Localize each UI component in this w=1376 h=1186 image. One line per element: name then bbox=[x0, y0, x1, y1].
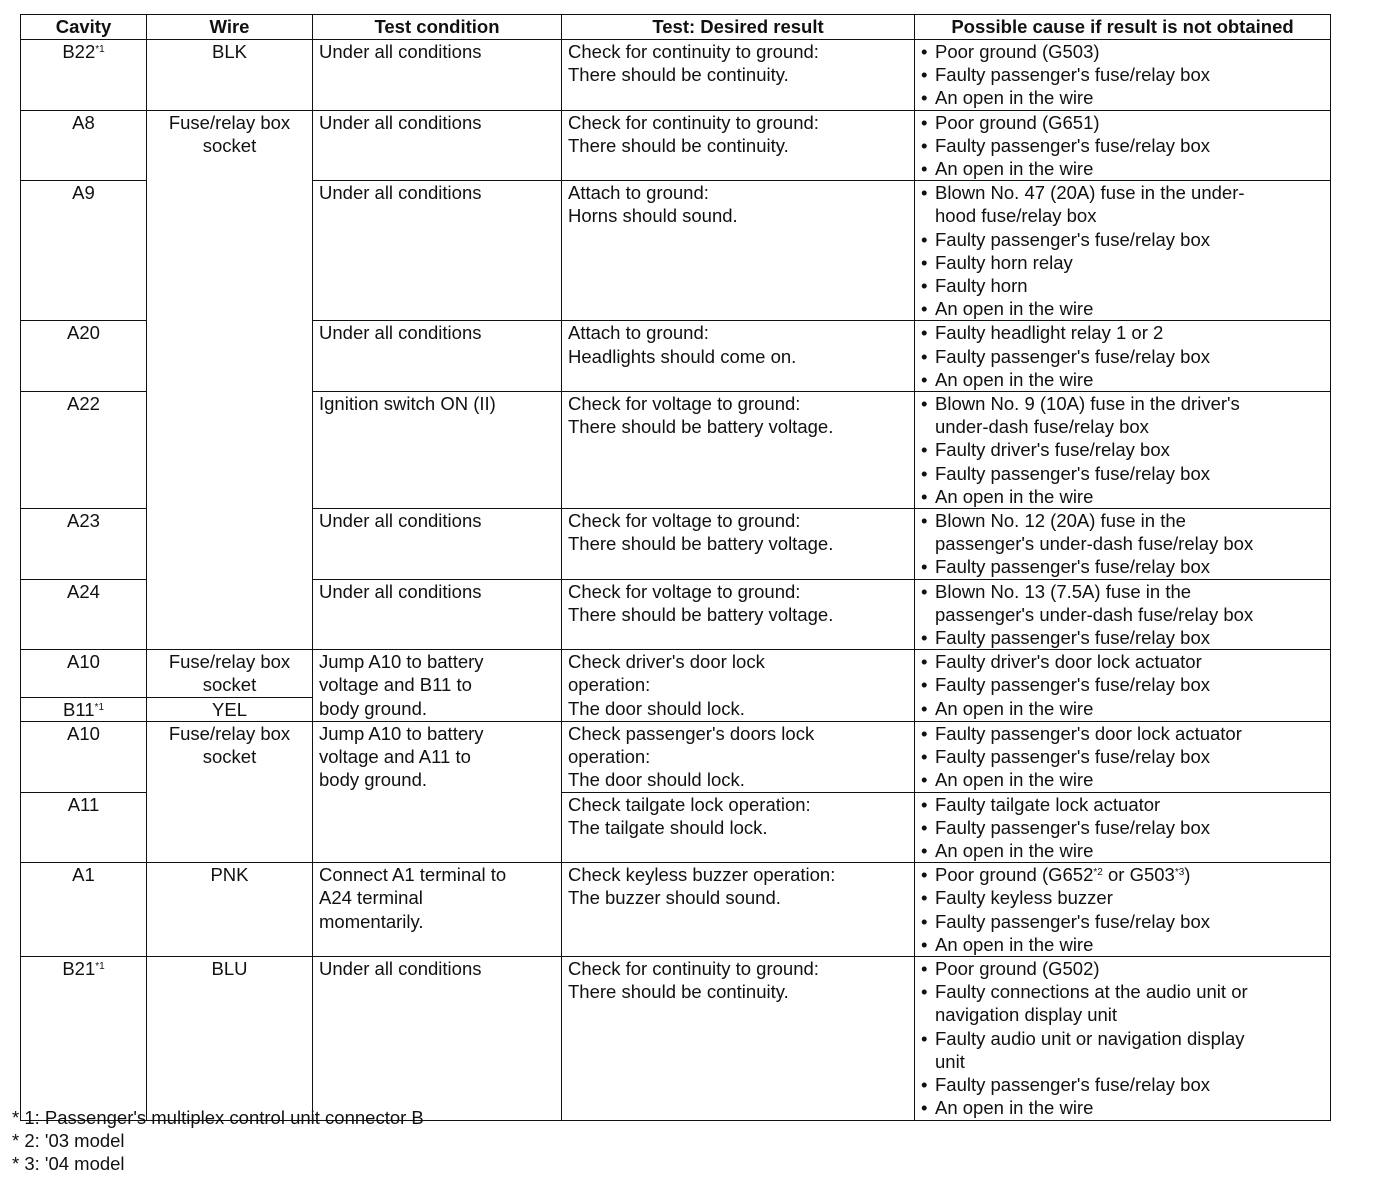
cavity-cell: A9 bbox=[21, 181, 147, 321]
cause-cell bbox=[915, 579, 1331, 650]
result-cell: Attach to ground: Headlights should come on. bbox=[562, 321, 915, 392]
result-cell: Check for continuity to ground: There should be continuity. bbox=[562, 40, 915, 111]
cavity-cell: B21$^{*1}$ bbox=[21, 956, 147, 1120]
wire-cell: Fuse/relay box socket bbox=[147, 650, 313, 697]
wire-cell: BLU bbox=[147, 956, 313, 1120]
cavity-cell: A24 bbox=[21, 579, 147, 650]
table-row bbox=[21, 956, 1331, 1120]
cause-item: • Faulty passenger's fuse/relay box bbox=[921, 462, 1324, 485]
result-cell: Check driver's door lock operation: The door should lock. bbox=[562, 650, 915, 722]
header-wire: Wire bbox=[147, 15, 313, 40]
cause-item: • Faulty passenger's fuse/relay box bbox=[921, 1073, 1324, 1096]
cause-item-continued: unit bbox=[935, 1050, 965, 1072]
result-cell: Check keyless buzzer operation: The buzzer should sound. bbox=[562, 863, 915, 957]
cause-item: • An open in the wire bbox=[921, 297, 1324, 320]
cause-item: • Faulty keyless buzzer bbox=[921, 886, 1324, 909]
cause-item: • Faulty passenger's fuse/relay box bbox=[921, 626, 1324, 649]
cause-item: • An open in the wire bbox=[921, 86, 1324, 109]
cavity-cell: A22 bbox=[21, 392, 147, 509]
cavity-cell: B22$^{*1}$ bbox=[21, 40, 147, 111]
cause-cell bbox=[915, 40, 1331, 111]
cause-item: • Faulty passenger's door lock actuator bbox=[921, 722, 1324, 745]
cause-item: • Faulty driver's fuse/relay box bbox=[921, 438, 1324, 461]
cause-item: • Faulty horn bbox=[921, 274, 1324, 297]
table-row bbox=[21, 721, 1331, 792]
cause-item: • An open in the wire bbox=[921, 933, 1324, 956]
cause-cell bbox=[915, 509, 1331, 580]
result-cell: Check passenger's doors lock operation: The door should lock. bbox=[562, 721, 915, 792]
condition-cell: Under all conditions bbox=[313, 110, 562, 181]
cause-item-continued: passenger's under-dash fuse/relay box bbox=[935, 533, 1254, 555]
cause-item: • Blown No. 47 (20A) fuse in the under- bbox=[921, 181, 1324, 204]
cause-item: • Faulty audio unit or navigation display bbox=[921, 1027, 1324, 1050]
table-row bbox=[21, 650, 1331, 697]
cause-item: • Faulty passenger's fuse/relay box bbox=[921, 745, 1324, 768]
cause-cell bbox=[915, 321, 1331, 392]
cause-cell bbox=[915, 792, 1331, 863]
cause-item: • Poor ground (G652$^{*2}$ or G503$^{*3}$) bbox=[921, 863, 1324, 886]
cause-item: • An open in the wire bbox=[921, 1096, 1324, 1119]
table-row bbox=[21, 863, 1331, 957]
cause-item: • Faulty driver's door lock actuator bbox=[921, 650, 1324, 673]
cause-item: • Faulty horn relay bbox=[921, 251, 1324, 274]
condition-cell: Under all conditions bbox=[313, 40, 562, 111]
condition-cell: Under all conditions bbox=[313, 321, 562, 392]
result-cell: Check for voltage to ground: There should be battery voltage. bbox=[562, 509, 915, 580]
continuity-test-table bbox=[20, 14, 1331, 1121]
cause-cell bbox=[915, 650, 1331, 722]
header-row bbox=[21, 15, 1331, 40]
result-cell: Check for continuity to ground: There should be continuity. bbox=[562, 956, 915, 1120]
cause-cell bbox=[915, 721, 1331, 792]
wire-cell: BLK bbox=[147, 40, 313, 111]
cause-cell bbox=[915, 392, 1331, 509]
cause-item: • Poor ground (G651) bbox=[921, 111, 1324, 134]
cause-item: • Faulty connections at the audio unit or bbox=[921, 980, 1324, 1003]
result-cell: Attach to ground: Horns should sound. bbox=[562, 181, 915, 321]
condition-cell: Jump A10 to battery voltage and A11 to body ground. bbox=[313, 721, 562, 862]
result-cell: Check for continuity to ground: There should be continuity. bbox=[562, 110, 915, 181]
cavity-cell: A23 bbox=[21, 509, 147, 580]
wire-cell: Fuse/relay box socket bbox=[147, 110, 313, 650]
table-row bbox=[21, 110, 1331, 181]
cause-item: • Faulty passenger's fuse/relay box bbox=[921, 345, 1324, 368]
cause-item: • An open in the wire bbox=[921, 839, 1324, 862]
condition-cell: Under all conditions bbox=[313, 509, 562, 580]
cause-item: • An open in the wire bbox=[921, 157, 1324, 180]
wire-cell: YEL bbox=[147, 697, 313, 721]
condition-cell: Jump A10 to battery voltage and B11 to body ground. bbox=[313, 650, 562, 722]
cause-item: • Faulty passenger's fuse/relay box bbox=[921, 910, 1324, 933]
cause-item: • Poor ground (G502) bbox=[921, 957, 1324, 980]
cause-item: • An open in the wire bbox=[921, 485, 1324, 508]
cause-item: • Blown No. 9 (10A) fuse in the driver's bbox=[921, 392, 1324, 415]
cause-item: • Poor ground (G503) bbox=[921, 40, 1324, 63]
header-test-condition: Test condition bbox=[313, 15, 562, 40]
footnote-1: * 1: Passenger's multiplex control unit connector B bbox=[12, 1107, 424, 1128]
cause-item: • Faulty tailgate lock actuator bbox=[921, 793, 1324, 816]
result-cell: Check for voltage to ground: There should be battery voltage. bbox=[562, 579, 915, 650]
cause-cell bbox=[915, 110, 1331, 181]
header-cavity: Cavity bbox=[21, 15, 147, 40]
cause-item-continued: under-dash fuse/relay box bbox=[935, 416, 1149, 438]
cause-item: • Faulty passenger's fuse/relay box bbox=[921, 816, 1324, 839]
condition-cell: Under all conditions bbox=[313, 956, 562, 1120]
cause-item: • Faulty headlight relay 1 or 2 bbox=[921, 321, 1324, 344]
cause-item: • Faulty passenger's fuse/relay box bbox=[921, 63, 1324, 86]
footnote-2: * 2: '03 model bbox=[12, 1130, 125, 1151]
cause-item: • An open in the wire bbox=[921, 368, 1324, 391]
cause-cell bbox=[915, 956, 1331, 1120]
wire-cell: Fuse/relay box socket bbox=[147, 721, 313, 862]
cause-item: • Faulty passenger's fuse/relay box bbox=[921, 673, 1324, 696]
cause-item-continued: passenger's under-dash fuse/relay box bbox=[935, 603, 1254, 625]
condition-cell: Under all conditions bbox=[313, 579, 562, 650]
header-desired-result: Test: Desired result bbox=[562, 15, 915, 40]
cavity-cell: A8 bbox=[21, 110, 147, 181]
cause-item-continued: hood fuse/relay box bbox=[935, 205, 1097, 227]
condition-cell: Connect A1 terminal to A24 terminal momentarily. bbox=[313, 863, 562, 957]
cause-item-continued: navigation display unit bbox=[935, 1004, 1118, 1026]
cause-cell bbox=[915, 181, 1331, 321]
wire-cell: PNK bbox=[147, 863, 313, 957]
cavity-cell: A10 bbox=[21, 721, 147, 792]
cause-item: • An open in the wire bbox=[921, 697, 1324, 720]
cause-item: • Faulty passenger's fuse/relay box bbox=[921, 134, 1324, 157]
cause-item: • Blown No. 13 (7.5A) fuse in the bbox=[921, 580, 1324, 603]
cavity-cell: B11$^{*1}$ bbox=[21, 697, 147, 721]
footnotes bbox=[12, 1106, 424, 1175]
cavity-cell: A1 bbox=[21, 863, 147, 957]
header-possible-cause: Possible cause if result is not obtained bbox=[915, 15, 1331, 40]
cause-item: • Blown No. 12 (20A) fuse in the bbox=[921, 509, 1324, 532]
cavity-cell: A11 bbox=[21, 792, 147, 863]
condition-cell: Under all conditions bbox=[313, 181, 562, 321]
result-cell: Check for voltage to ground: There should be battery voltage. bbox=[562, 392, 915, 509]
cause-cell bbox=[915, 863, 1331, 957]
cause-item: • Faulty passenger's fuse/relay box bbox=[921, 228, 1324, 251]
result-cell: Check tailgate lock operation: The tailgate should lock. bbox=[562, 792, 915, 863]
table-row bbox=[21, 40, 1331, 111]
condition-cell: Ignition switch ON (II) bbox=[313, 392, 562, 509]
cavity-cell: A20 bbox=[21, 321, 147, 392]
cause-item: • An open in the wire bbox=[921, 768, 1324, 791]
footnote-3: * 3: '04 model bbox=[12, 1153, 125, 1174]
cause-item: • Faulty passenger's fuse/relay box bbox=[921, 555, 1324, 578]
cavity-cell: A10 bbox=[21, 650, 147, 697]
